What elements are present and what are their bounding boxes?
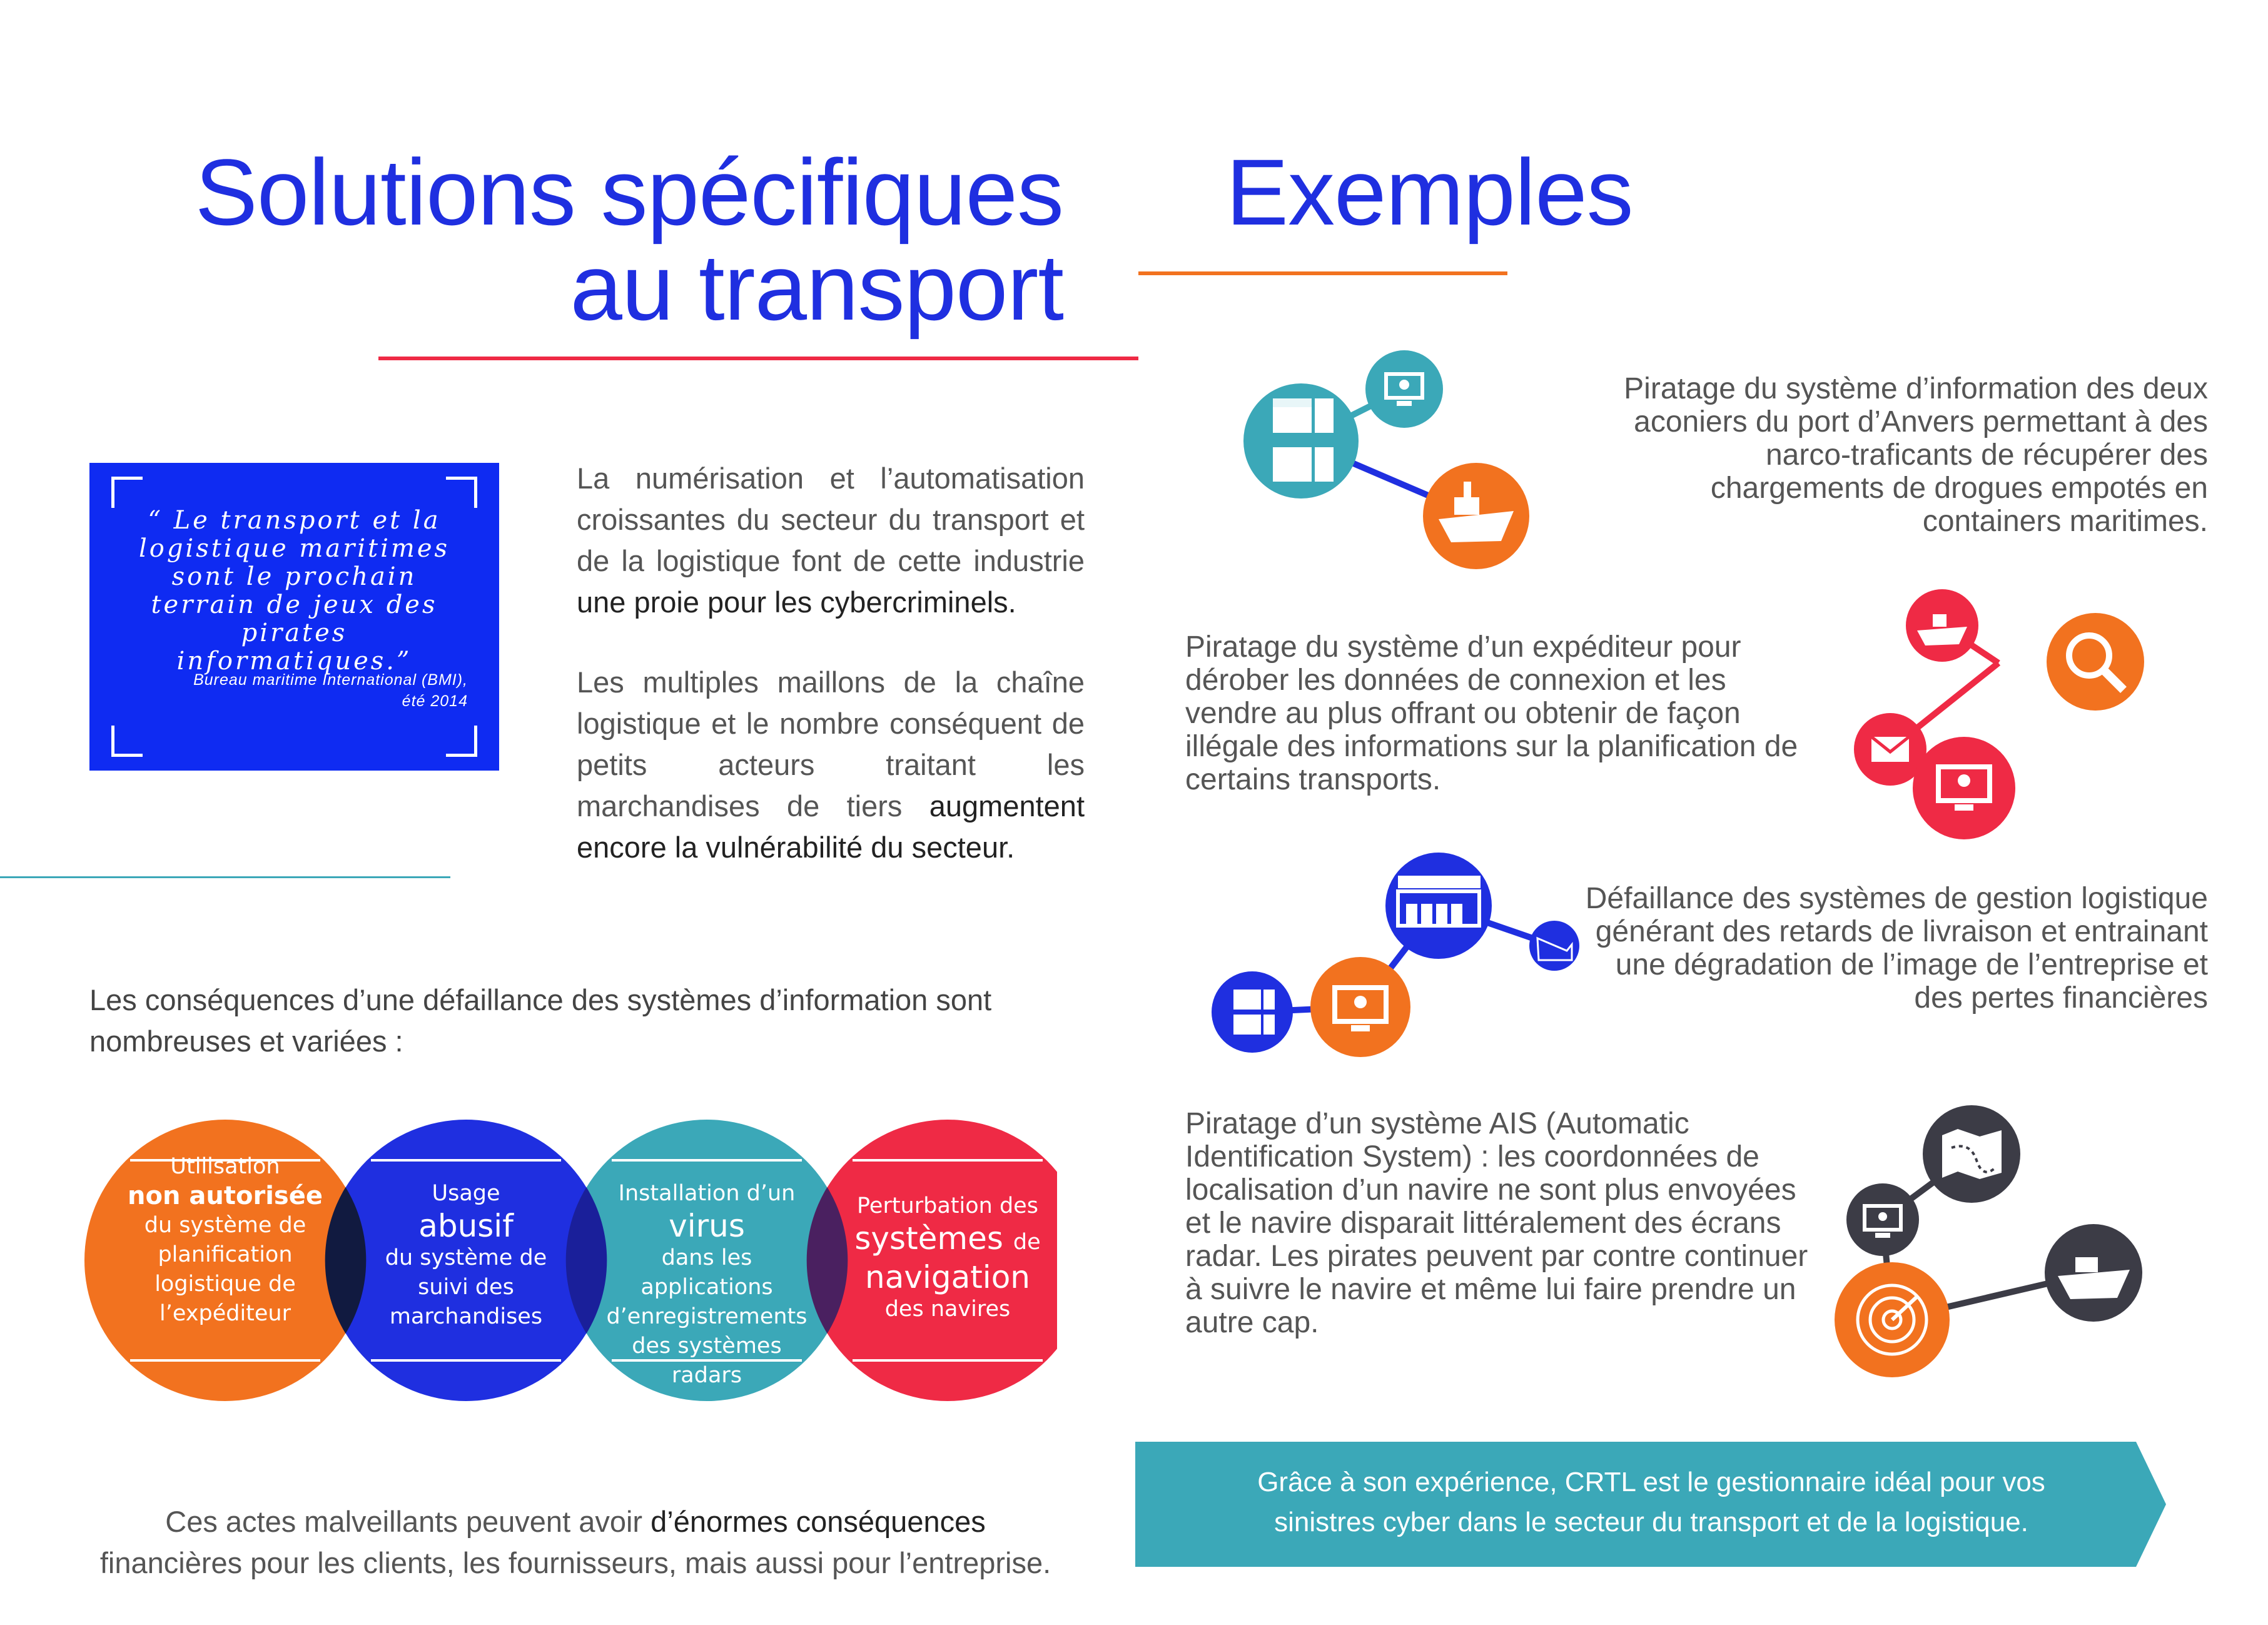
banner-line-2: sinistres cyber dans le secteur du transport et de la logistique. (1274, 1507, 2028, 1537)
pirate-monitor-icon (1365, 350, 1443, 428)
c4-strong: systèmes (854, 1220, 1003, 1257)
c1-strong: non autorisée (128, 1182, 323, 1210)
c2-pre: Usage (432, 1181, 500, 1206)
quote-box (89, 463, 499, 771)
intro-p2-text: Les multiples maillons de la chaîne logistique et le nombre conséquent de petits acteurs traitant les marchandises de tiers (577, 666, 1085, 823)
c3-strong: virus (669, 1208, 745, 1244)
quote-text: “ Le transport et la logistique maritimes sont le prochain terrain de jeux des pirates informatiques.” (138, 506, 450, 676)
example-1-icons (1238, 347, 1539, 579)
title-line-1: Solutions spécifiques (195, 139, 1063, 245)
c2-post: du système de suivi des marchandises (385, 1245, 547, 1329)
c1-pre: Utilisation (170, 1154, 280, 1179)
c3-pre: Installation d’un (618, 1181, 796, 1206)
map-icon (1923, 1105, 2020, 1203)
title-exemples: Exemples (1226, 139, 1633, 245)
example-3-text: Défaillance des systèmes de gestion logistique générant des retards de livraison et entrainant une dégradation de l’image de l’entreprise et des pertes financières (1585, 882, 2208, 1015)
corner-tl (111, 477, 143, 508)
example-1-text: Piratage du système d’information des deux aconiers du port d’Anvers permettant à des narco-traficants de récupérer des chargements de drogues empotés en containers maritimes. (1624, 372, 2208, 538)
intro-p1-bold: une proie pour les cybercriminels. (577, 585, 1016, 619)
boxes-icon (1212, 971, 1293, 1053)
corner-br (446, 726, 477, 757)
c2-strong: abusif (418, 1208, 514, 1244)
c4-pre: Perturbation des (857, 1193, 1038, 1218)
example-2-icons (1845, 582, 2145, 844)
closing-line-1 (88, 1501, 1063, 1542)
title-underline-red (378, 357, 1138, 360)
corner-bl (111, 726, 143, 757)
intro-p1-text: La numérisation et l’automatisation croissantes du secteur du transport et de la logistique font de cette industrie (577, 462, 1085, 577)
quote-source-line-2: été 2014 (402, 692, 468, 710)
ship-icon (1423, 463, 1529, 569)
closing-line-2: financières pour les clients, les fournisseurs, mais aussi pour l’entreprise. (99, 1546, 1051, 1579)
title-line-2: au transport (570, 235, 1063, 340)
example-3-icons (1207, 851, 1589, 1063)
title-solutions (188, 139, 1063, 340)
example-4-icons (1826, 1098, 2170, 1385)
magnifier-icon (2047, 613, 2144, 711)
banner-text (1170, 1462, 2133, 1542)
example-2-text: Piratage du système d’un expéditeur pour dérober les données de connexion et les vendre au plus offrant ou obtenir de façon illégale des informations sur la planification de certains transports. (1185, 630, 1798, 796)
c1-post: du système de planification logistique de l’expéditeur (144, 1213, 306, 1326)
ship-icon (2045, 1224, 2142, 1322)
ship-icon (1906, 589, 1978, 662)
circle-text-3 (600, 1179, 813, 1390)
c4-strong2: navigation (865, 1259, 1030, 1295)
c4-post: des navires (884, 1297, 1011, 1322)
circle-text-1 (119, 1152, 332, 1329)
quote-source-line-1: Bureau maritime International (BMI), (193, 671, 468, 689)
divider-teal (0, 876, 450, 878)
intro-paragraph-1 (577, 458, 1085, 623)
closing-statement (88, 1501, 1063, 1584)
pirate-monitor-icon (1310, 957, 1410, 1057)
example-4-text: Piratage d’un système AIS (Automatic Identification System) : les coordonnées de localisation d’un navire ne sont plus envoyées et le navire disparait littéralement des écrans radar. Les pirates peuvent par contre continuer à suivre le navire et même lui faire prendre un autre cap. (1185, 1107, 1808, 1339)
corner-tr (446, 477, 477, 508)
circle-text-4 (841, 1192, 1054, 1324)
c4-strong-line (841, 1221, 1054, 1260)
closing-normal: Ces actes malveillants peuvent avoir (165, 1505, 643, 1538)
intro-paragraph-2 (577, 662, 1085, 868)
banner-line-1: Grâce à son expérience, CRTL est le gestionnaire idéal pour vos (1257, 1467, 2045, 1497)
pirate-monitor-icon (1913, 737, 2015, 839)
pirate-monitor-icon (1846, 1183, 1919, 1256)
intro-p2-bold: augmentent encore la vulnérabilité du secteur. (577, 789, 1085, 864)
title-underline-orange (1138, 271, 1507, 275)
c4-strong-suffix: de (1013, 1230, 1041, 1255)
quote-source (114, 669, 468, 712)
consequences-intro: Les conséquences d’une défaillance des systèmes d’information sont nombreuses et variées : (89, 983, 992, 1058)
c3-post: dans les applications d’enregistrements des systèmes radars (606, 1245, 807, 1388)
closing-bold: d’énormes conséquences (651, 1505, 986, 1538)
boxes-icon (1243, 383, 1359, 499)
circle-text-2 (372, 1179, 560, 1332)
warehouse-icon (1385, 853, 1492, 959)
radar-icon (1835, 1262, 1950, 1377)
